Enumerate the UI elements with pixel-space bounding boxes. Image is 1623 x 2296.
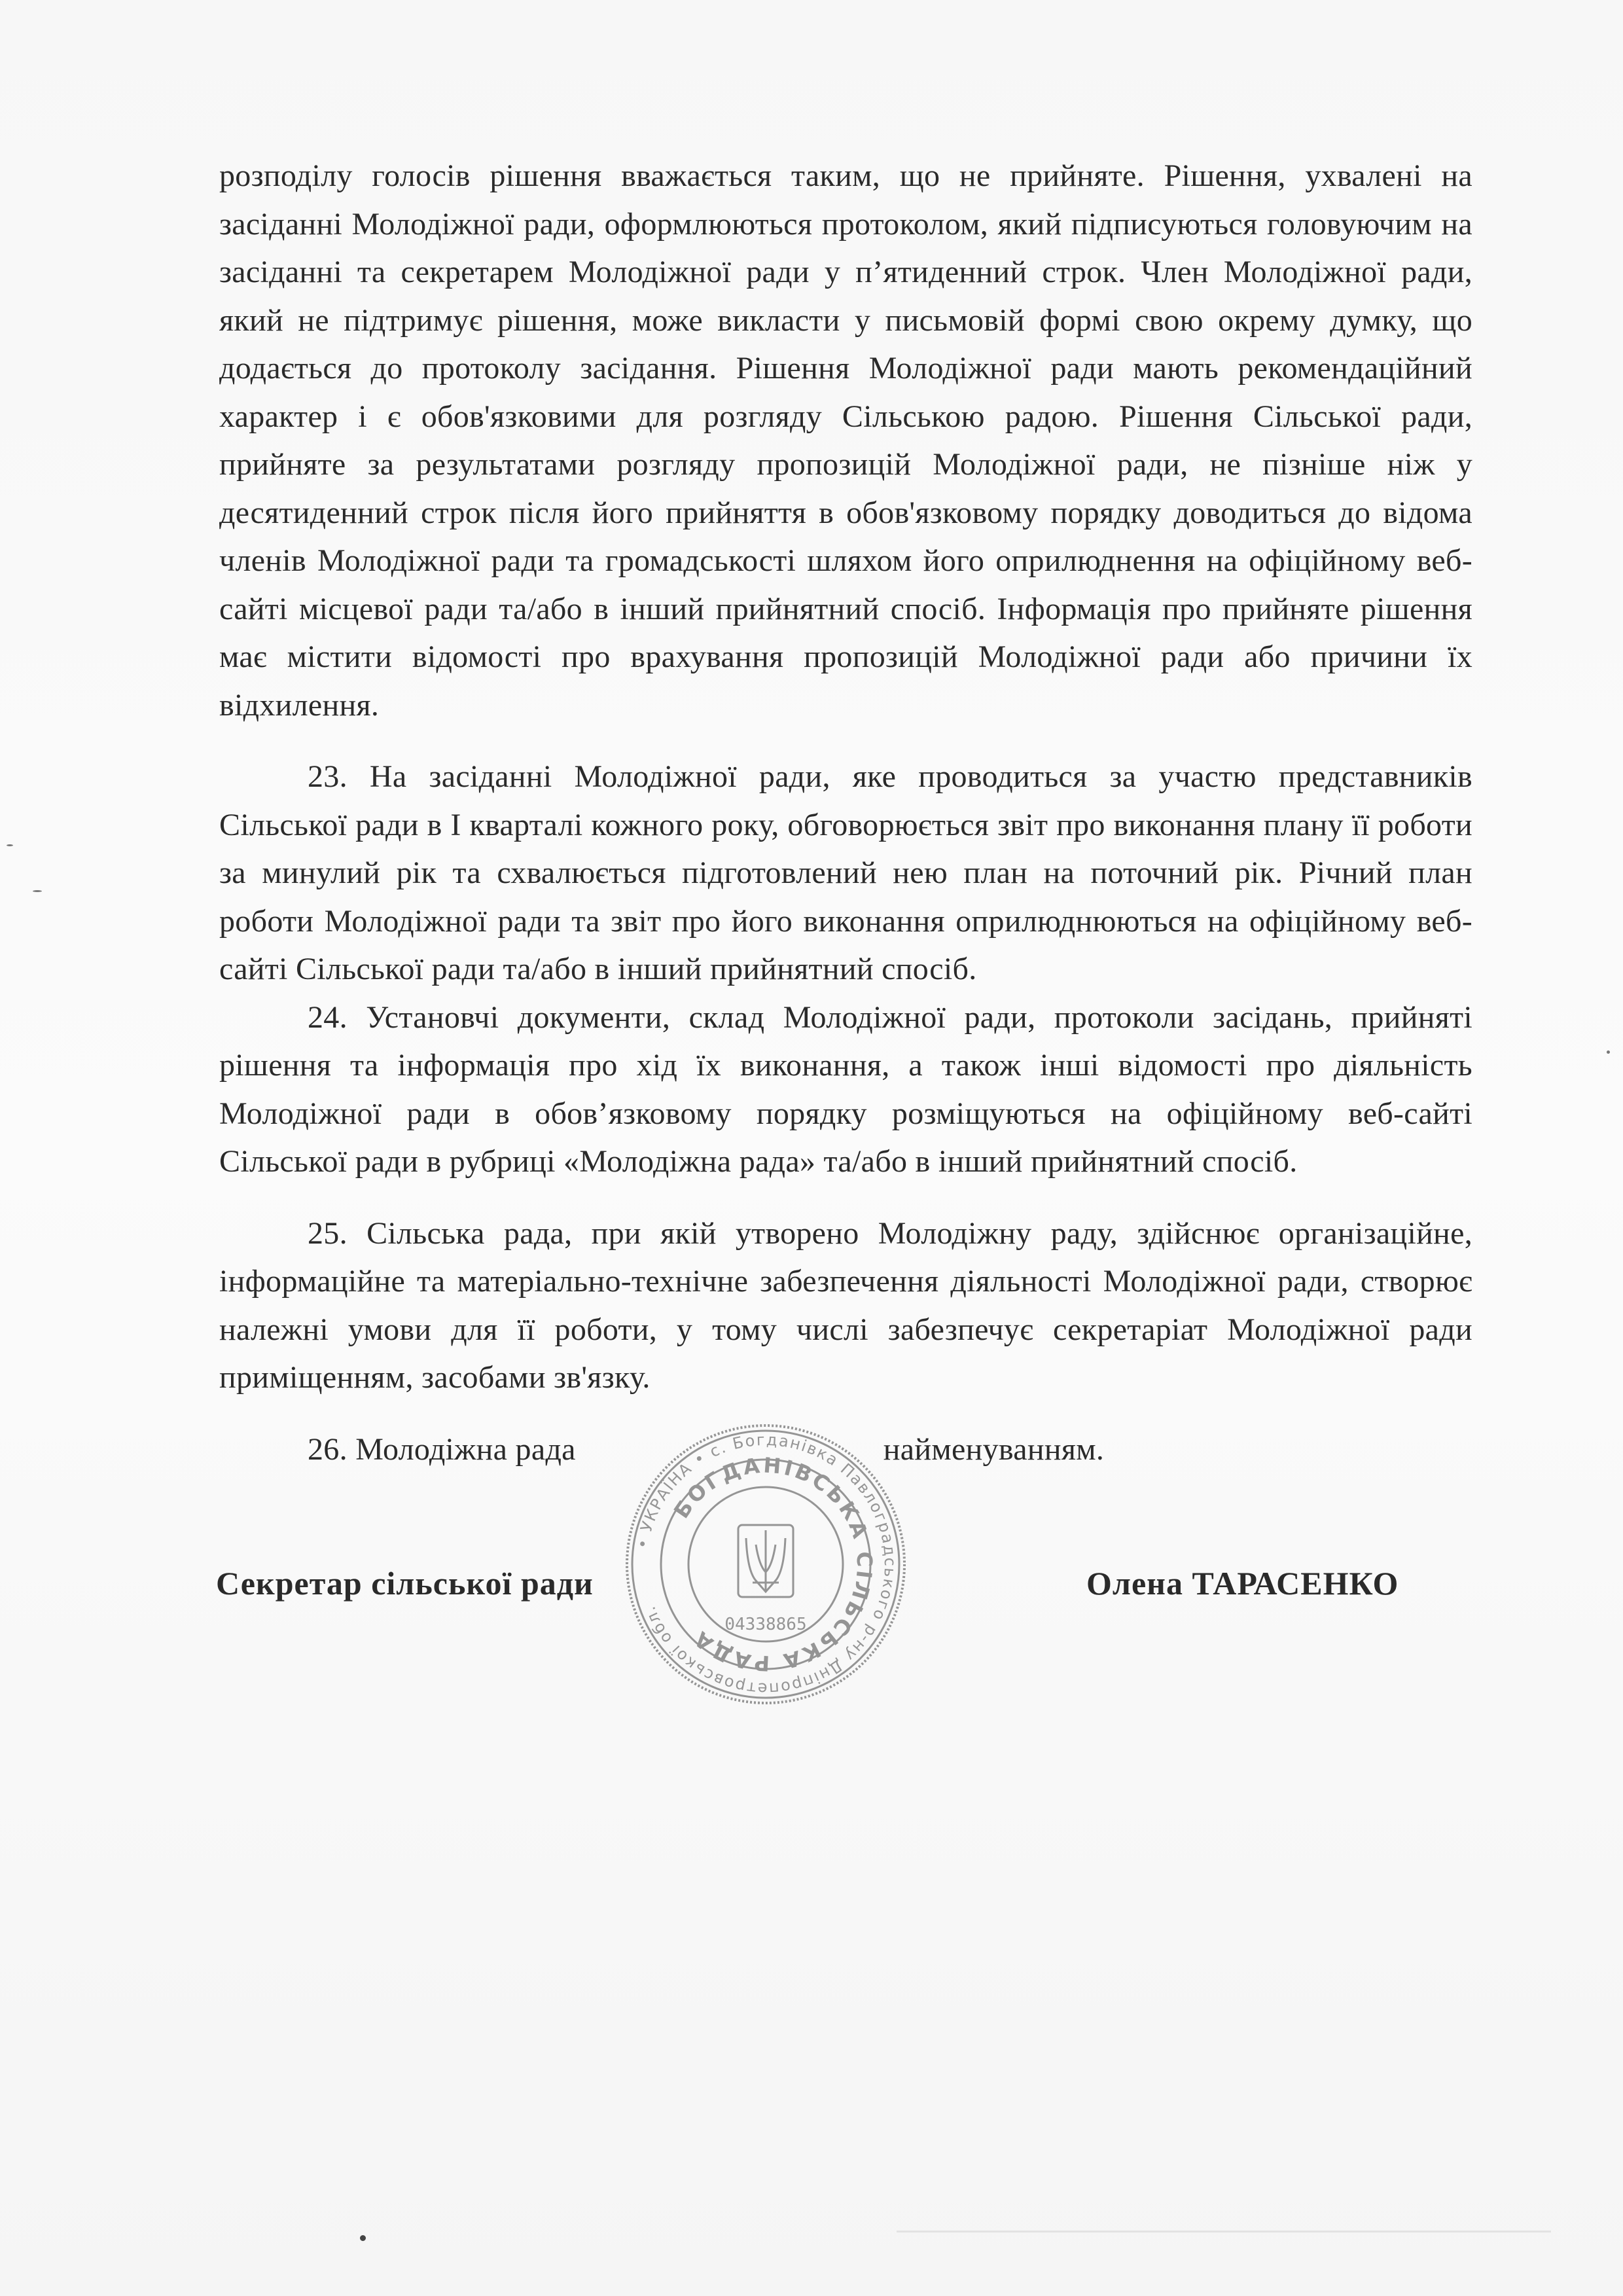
signature-title: Секретар сільської ради: [216, 1565, 594, 1602]
stamp-inner-text: БОГДАНІВСЬКА СІЛЬСЬКА РАДА: [669, 1452, 878, 1676]
scan-mark: [1607, 1050, 1610, 1054]
paragraph-24: 24. Установчі документи, склад Молодіжної ради, протоколи засідань, прийняті рішення та інформація про хід їх виконання, а також інші відомості про діяльність Молодіжної ради в обов’язковому порядку розміщуються на офіційному веб-сайті Сільської ради в рубриці «Молодіжна рада» та/або в інший прийнятний спосіб.: [219, 999, 1472, 1179]
scan-mark: [360, 2235, 366, 2241]
official-seal-stamp: [622, 1420, 910, 1708]
scan-mark: [33, 890, 42, 892]
paragraph-26-start: 26. Молодіжна рада: [308, 1431, 576, 1467]
paragraph-26-end: найменуванням.: [883, 1431, 1105, 1467]
svg-text:БОГДАНІВСЬКА СІЛЬСЬКА РАДА: [669, 1452, 877, 1676]
scan-mark: [7, 844, 13, 846]
scan-edge-line: [897, 2231, 1551, 2233]
signature-name: Олена ТАРАСЕНКО: [1086, 1565, 1399, 1602]
paragraph-continuation: розподілу голосів рішення вважається таким, що не прийняте. Рішення, ухвалені на засіданні Молодіжної ради, оформлюються протоколом, який підписуються головуючим на засіданні та секретарем Молодіжної ради у п’ятиденний строк. Член Молодіжної ради, який не підтримує рішення, може викласти у письмовій формі свою окрему думку, що додається до протоколу засідання. Рішення Молодіжної ради мають рекомендаційний характер і є обов'язковими для розгляду Сільською радою. Рішення Сільської ради, прийняте за результатами розгляду пропозицій Молодіжної ради, не пізніше ніж у десятиденний строк після його прийняття в обов'язковому порядку доводиться до відома членів Молодіжної ради та громадськості шляхом його оприлюднення на офіційному веб-сайті місцевої ради та/або в інший прийнятний спосіб. Інформація про прийняте рішення має містити відомості про врахування пропозицій Молодіжної ради або причини їх відхилення.: [219, 158, 1472, 723]
paragraph-23: 23. На засіданні Молодіжної ради, яке проводиться за участю представників Сільської ради в І кварталі кожного року, обговорюється звіт про виконання плану її роботи за минулий рік та схвалюється підготовлений нею план на поточний рік. Річний план роботи Молодіжної ради та звіт про його виконання оприлюднюються на офіційному веб-сайті Сільської ради та/або в інший прийнятний спосіб.: [219, 759, 1472, 986]
document-body: [219, 152, 1472, 1473]
stamp-outer-text: • УКРАЇНА • с. Богданівка Павлоградського р-ну Дніпропетровської обл.: [633, 1430, 900, 1698]
stamp-code: 04338865: [724, 1615, 807, 1634]
paragraph-25: 25. Сільська рада, при якій утворено Молодіжну раду, здійснює організаційне, інформаційне та матеріально-технічне забезпечення діяльності Молодіжної ради, створює належні умови для її роботи, у тому числі забезпечує секретаріат Молодіжної ради приміщенням, засобами зв'язку.: [219, 1215, 1472, 1395]
